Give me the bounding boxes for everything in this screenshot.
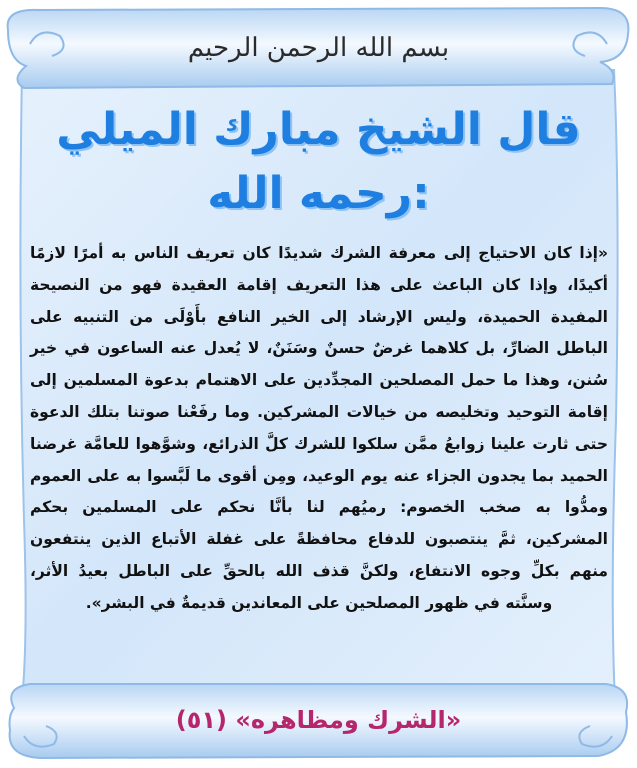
page-title: قال الشيخ مبارك الميلي bbox=[56, 104, 581, 155]
source-citation: «الشرك ومظاهره» (٥١) bbox=[175, 706, 462, 734]
basmala-calligraphy: بسم الله الرحمن الرحيم bbox=[187, 33, 450, 63]
page-subtitle: رحمه الله: bbox=[207, 168, 430, 219]
quote-text: «إذا كان الاحتياج إلى معرفة الشرك شديدًا كان تعريف الناس به أمرًا لازمًا أكيدًا، وإذا كان الباعث على هذا التعريف إقامة العقيدة فهو من النصيحة المفيدة الحميدة، وليس الإرشاد إلى الخير النافع بأَوْلَى من التنبيه على الباطل الضارِّ، بل كلاهما غرضٌ حسنٌ وسَنَنٌ، لا يُعدل عنه الساعون في خير سُنن، وهذا ما حمل المصلحين المجدِّدين على الاهتمام بدعوة المسلمين إلى إقامة التوحيد وتخليصه من خيالات المشركين. وما رفَعْنا صوتنا بتلك الدعوة حتى ثارت علينا زوابعُ ممَّن سلكوا للشرك كلَّ الذرائع، وشوَّهوا للعامَّة غرضنا الحميد بما يجدون الجزاء عنه يوم الوعيد، ومِن أقوى ما لَبَّسوا به على العموم ومدُّوا به صخب الخصوم: رميُهم لنا بأنَّا نحكم على المسلمين بحكم المشركين، ثمَّ ينتصبون للدفاع محافظةً على غفلة الأتباع الذين ينتفعون منهم بكلِّ وجوه الانتفاع، ولكنَّ قذف الله بالحقِّ على الباطل بعيدُ الأثر، وسنَّته في ظهور المصلحين على المعاندين قديمةٌ في البشر». bbox=[30, 244, 608, 612]
